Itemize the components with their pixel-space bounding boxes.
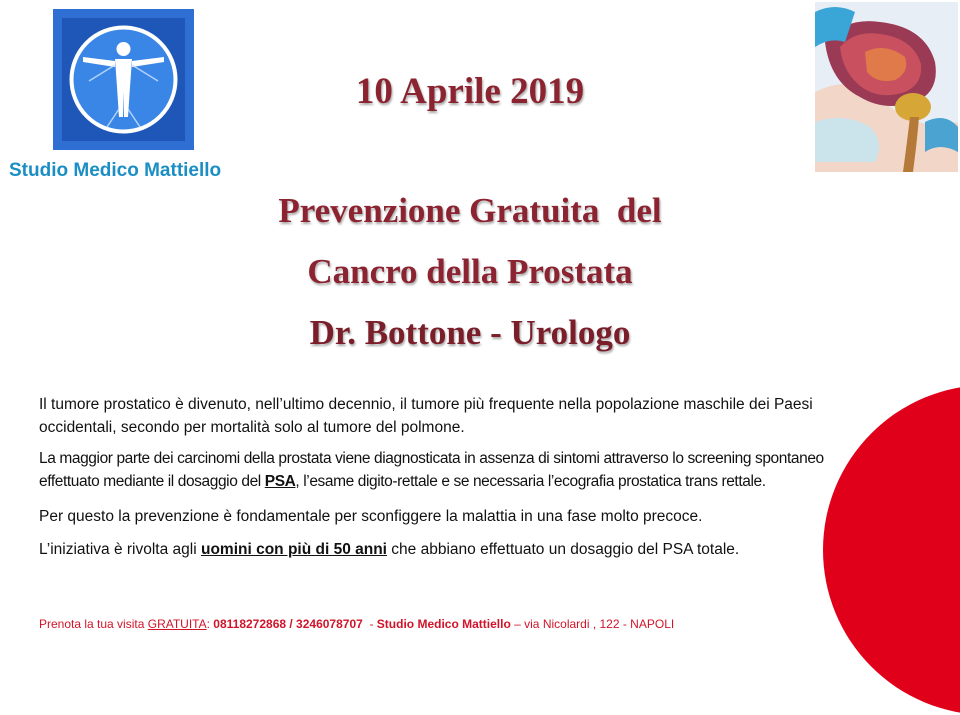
footer-prefix: Prenota la tua visita	[39, 617, 148, 631]
footer-phone-numbers[interactable]: 08118272868 / 3246078707	[213, 617, 363, 631]
studio-name: Studio Medico Mattiello	[9, 160, 222, 181]
footer-gratuita: GRATUITA	[147, 617, 207, 631]
booking-footer	[39, 617, 839, 631]
headline-line-3: Dr. Bottone - Urologo	[309, 313, 631, 352]
footer-studio-name: Studio Medico Mattiello	[376, 617, 511, 631]
footer-colon: :	[206, 617, 214, 631]
paragraph-2	[39, 447, 869, 493]
headline-line-1: Prevenzione Gratuita del	[278, 191, 662, 230]
footer-separator: -	[362, 617, 377, 631]
event-date: 10 Aprile 2019	[355, 71, 585, 112]
paragraph-2-text-a: La maggior parte dei carcinomi della prostata viene diagnosticata in assenza di sintomi attraverso lo screening spontaneo effettuato mediante il dosaggio del	[39, 450, 824, 490]
footer-address: – via Nicolardi , 122 - NAPOLI	[510, 617, 675, 631]
paragraph-4-text-b: che abbiano effettuato un dosaggio del PSA totale.	[387, 541, 740, 558]
paragraph-4-text-a: L’iniziativa è rivolta agli	[39, 541, 201, 558]
body-text	[39, 393, 869, 573]
psa-highlight: PSA	[264, 473, 296, 490]
age-highlight: uomini con più di 50 anni	[200, 541, 387, 558]
prostate-anatomy-illustration	[815, 2, 958, 172]
headline-line-2: Cancro della Prostata	[307, 252, 633, 291]
paragraph-4	[39, 538, 869, 561]
paragraph-2-text-b: , l’esame digito-rettale e se necessaria l’ecografia prostatica trans rettale.	[295, 473, 766, 490]
vitruvian-man-logo-icon	[53, 9, 194, 150]
paragraph-1: Il tumore prostatico è divenuto, nell’ultimo decennio, il tumore più frequente nella popolazione maschile dei Paesi occidentali, secondo per mortalità solo al tumore del polmone.	[39, 396, 813, 436]
paragraph-3: Per questo la prevenzione è fondamentale per sconfiggere la malattia in una fase molto precoce.	[39, 508, 703, 525]
